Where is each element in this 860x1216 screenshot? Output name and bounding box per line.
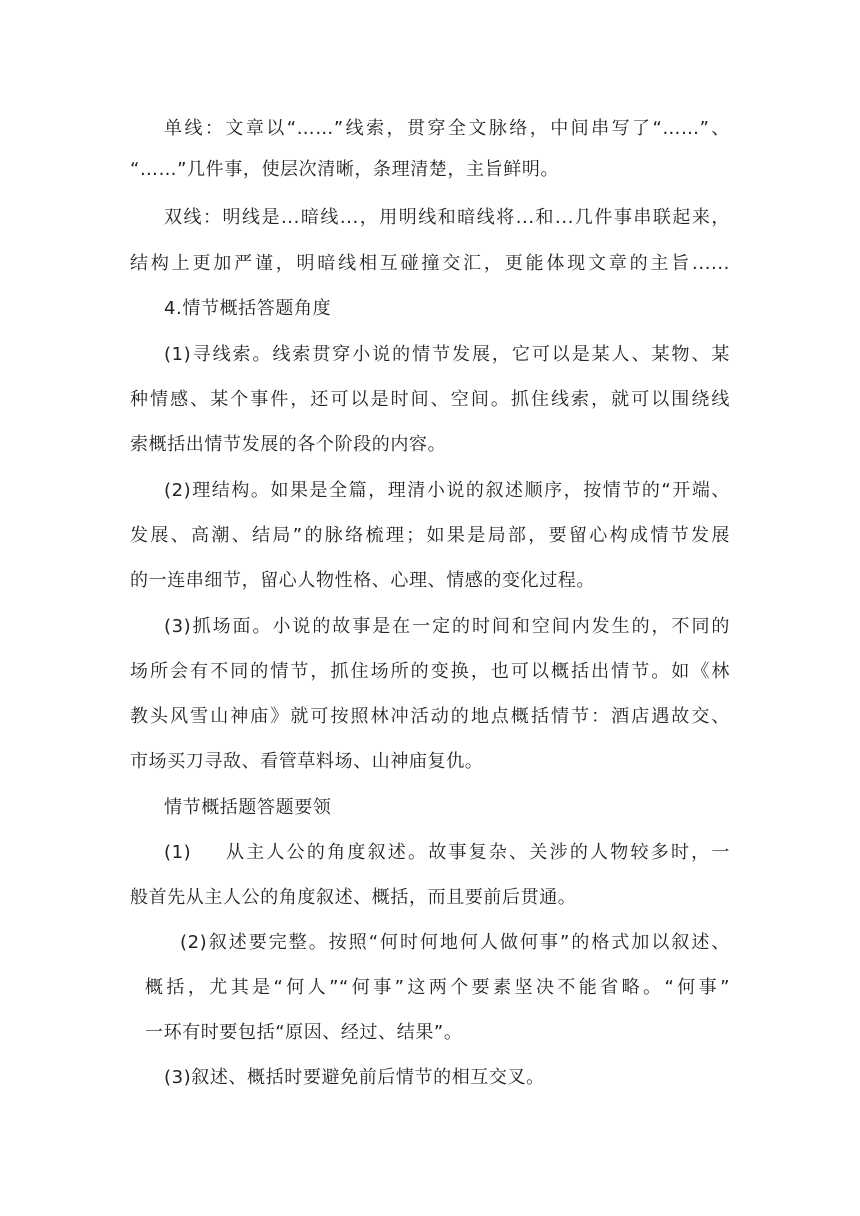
text-line-15: 市场买刀寻敌、看管草料场、山神庙复仇。 (130, 751, 484, 772)
text-line-6: (1)寻线索。线索贯穿小说的情节发展，它可以是某人、某物、某 (164, 344, 730, 365)
text-line-10: 发展、高潮、结局”的脉络梳理；如果是局部，要留心构成情节发展 (130, 525, 730, 546)
text-line-2: “……”几件事，使层次清晰，条理清楚，主旨鲜明。 (130, 159, 560, 180)
text-line-1: 单线：文章以“……”线索，贯穿全文脉络，中间串写了“……”、 (164, 118, 730, 139)
text-line-13: 场所会有不同的情节，抓住场所的变换，也可以概括出情节。如《林 (130, 661, 730, 682)
text-line-4: 结构上更加严谨，明暗线相互碰撞交汇，更能体现文章的主旨...... (130, 253, 730, 274)
text-line-21: 一环有时要包括“原因、经过、结果”。 (145, 1022, 463, 1043)
subsection-heading: 情节概括题答题要领 (164, 797, 332, 818)
text-line-19: (2)叙述要完整。按照“何时何地何人做何事”的格式加以叙述、 (180, 932, 730, 953)
text-line-17: 从主人公的角度叙述。故事复杂、关涉的人物较多时，一 (226, 842, 730, 863)
section-heading: 4.情节概括答题角度 (164, 298, 332, 319)
text-line-18: 般首先从主人公的角度叙述、概括，而且要前后贯通。 (130, 887, 577, 908)
item-number-1: (1) (164, 842, 192, 863)
text-line-14: 教头风雪山神庙》就可按照林冲活动的地点概括情节：酒店遇故交、 (130, 706, 730, 727)
text-line-11: 的一连串细节，留心人物性格、心理、情感的变化过程。 (130, 570, 595, 591)
text-line-9: (2)理结构。如果是全篇，理清小说的叙述顺序，按情节的“开端、 (164, 480, 730, 501)
text-line-8: 索概括出情节发展的各个阶段的内容。 (130, 434, 447, 455)
text-line-7: 种情感、某个事件，还可以是时间、空间。抓住线索，就可以围绕线 (130, 389, 730, 410)
text-line-20: 概括，尤其是“何人”“何事”这两个要素坚决不能省略。“何事” (145, 977, 730, 998)
text-line-3: 双线：明线是...暗线...，用明线和暗线将...和...几件事串联起来， (164, 207, 730, 228)
text-line-22: (3)叙述、概括时要避免前后情节的相互交叉。 (164, 1067, 545, 1088)
text-line-12: (3)抓场面。小说的故事是在一定的时间和空间内发生的，不同的 (164, 616, 730, 637)
